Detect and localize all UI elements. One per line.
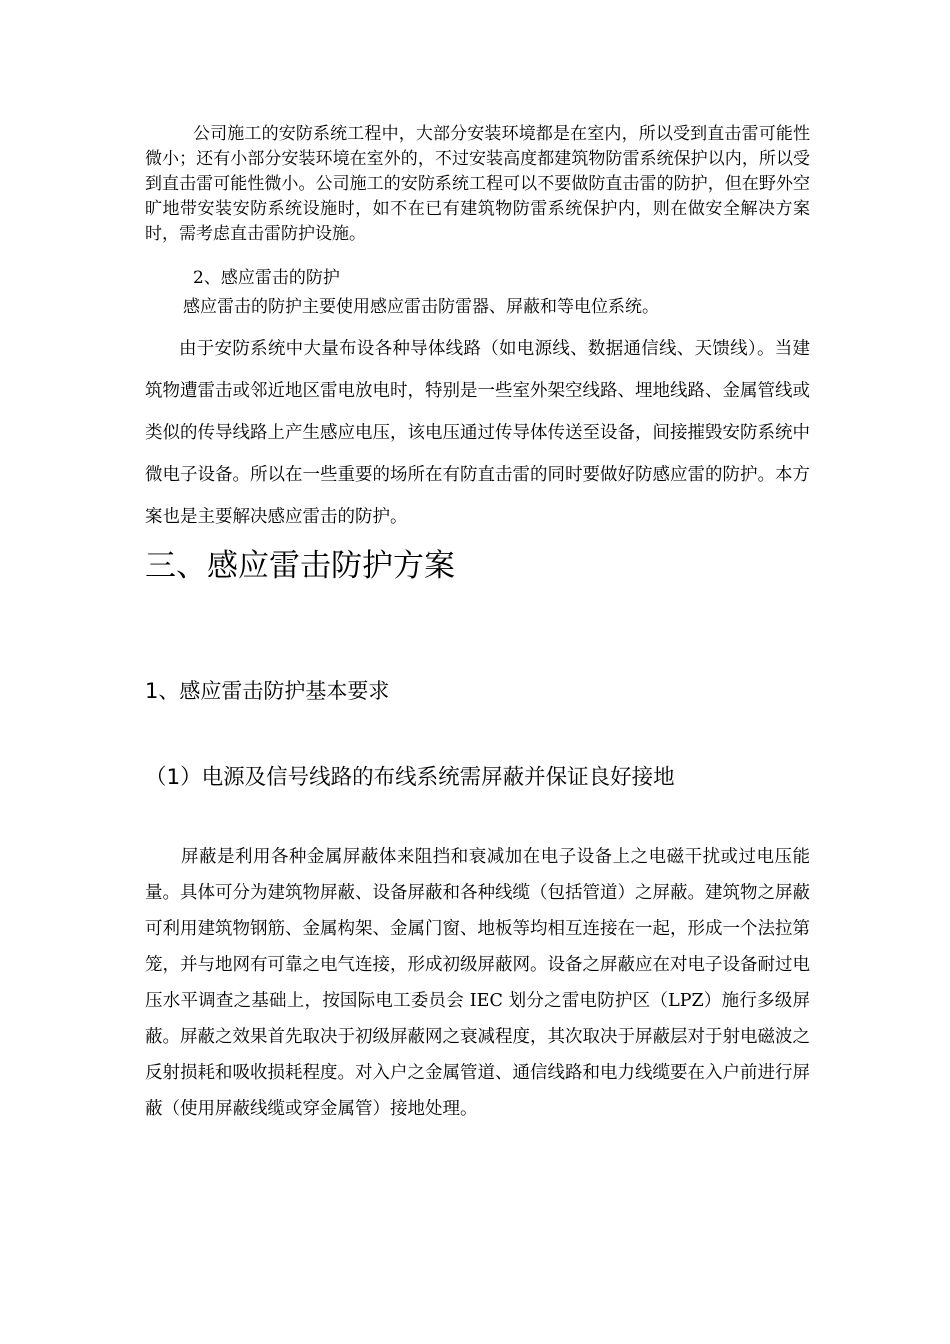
subsection-heading: 1、感应雷击防护基本要求 xyxy=(145,679,390,703)
section-heading: 三、感应雷击防护方案 xyxy=(145,548,455,584)
paragraph-induced-intro: 感应雷击的防护主要使用感应雷击防雷器、屏蔽和等电位系统。 xyxy=(183,297,659,317)
subsubsection-heading: （1）电源及信号线路的布线系统需屏蔽并保证良好接地 xyxy=(145,765,675,790)
subheading-induced-protection: 2、感应雷击的防护 xyxy=(193,268,340,288)
paragraph-direct-strike: 公司施工的安防系统工程中，大部分安装环境都是在室内，所以受到直击雷可能性微小；还有小部分安装环境在室外的，不过安装高度都建筑物防雷系统保护以内，所以受到直击雷可能性微小。公司施工的安防系统工程可以不要做防直击雷的防护，但在野外空旷地带安装安防系统设施时，如不在已有建筑物防雷系统保护内，则在做安全解决方案时，需考虑直击雷防护设施。 xyxy=(145,124,810,244)
paragraph-induced-detail: 由于安防系统中大量布设各种导体线路（如电源线、数据通信线、天馈线）。当建筑物遭雷击或邻近地区雷电放电时，特别是一些室外架空线路、埋地线路、金属管线或类似的传导线路上产生感应电压，该电压通过传导体传送至设备，间接摧毁安防系统中微电子设备。所以在一些重要的场所在有防直击雷的同时要做好防感应雷的防护。本方案也是主要解决感应雷击的防护。 xyxy=(145,339,810,527)
paragraph-shielding: 屏蔽是利用各种金属屏蔽体来阻挡和衰减加在电子设备上之电磁干扰或过电压能量。具体可分为建筑物屏蔽、设备屏蔽和各种线缆（包括管道）之屏蔽。建筑物之屏蔽可利用建筑物钢筋、金属构架、金属门窗、地板等均相互连接在一起，形成一个法拉第笼，并与地网有可靠之电气连接，形成初级屏蔽网。设备之屏蔽应在对电子设备耐过电压水平调查之基础上，按国际电工委员会 IEC 划分之雷电防护区（LPZ）施行多级屏蔽。屏蔽之效果首先取决于初级屏蔽网之衰减程度，其次取决于屏蔽层对于射电磁波之反射损耗和吸收损耗程度。对入户之金属管道、通信线路和电力线缆要在入户前进行屏蔽（使用屏蔽线缆或穿金属管）接地处理。 xyxy=(145,847,810,1119)
